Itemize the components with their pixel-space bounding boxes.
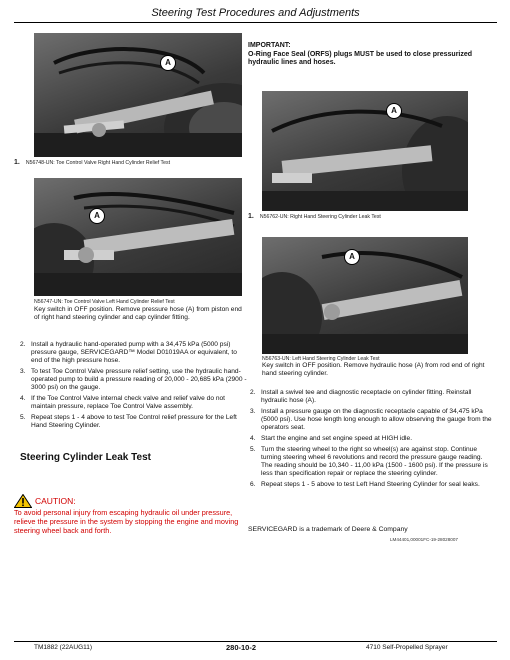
footer-left: TM1882 (22AUG11) <box>34 644 93 651</box>
right-steps-list <box>250 389 492 492</box>
important-text: O-Ring Face Seal (ORFS) plugs MUST be used to close pressurized hydraulic lines and hoses. <box>248 50 473 66</box>
figure-caption: N56763-UN: Left Hand Steering Cylinder Leak Test <box>262 356 380 362</box>
callout-a: A <box>344 249 360 265</box>
list-item: 2. Install a swivel tee and diagnostic receptacle on cylinder fitting. Reinstall hydraulic hose (A). <box>250 389 472 404</box>
list-item: 5. Turn the steering wheel to the right so wheel(s) are against stop. Continue turning steering wheel 6 revolutions and record the pressure gauge reading. The reading should be 10,340 - 11,00 kPa (1500 - 1600 psi). If the pressure is less than specification repair or replace the steering cylinder. <box>250 446 488 477</box>
list-item: 4. If the Toe Control Valve internal check valve and relief valve do not maintain pressure, replace Toe Control Valve assembly. <box>20 395 226 410</box>
caution-heading <box>14 494 76 508</box>
figure-caption: N56747-UN: Toe Control Valve Left Hand Cylinder Relief Test <box>34 299 175 305</box>
right-step1-text: Key switch in OFF position. Remove hydraulic hose (A) from rod end of right hand steering cylinder. <box>262 362 485 377</box>
footer-divider <box>14 641 497 642</box>
photo-illustration <box>34 178 242 296</box>
photo-rh-steering-leak-test <box>262 91 468 211</box>
list-item: 5. Repeat steps 1 - 4 above to test Toe Control relief pressure for the Left Hand Steering Cylinder. <box>20 414 237 429</box>
list-item: 2. Install a hydraulic hand-operated pump with a 34,475 kPa (5000 psi) pressure gauge, SERVICEGARD™ Model D01019AA or equivalent, to end of the high pressure hose. <box>20 341 237 364</box>
important-heading: IMPORTANT: <box>248 42 291 49</box>
page-header <box>14 4 497 23</box>
caution-label: CAUTION: <box>35 496 76 506</box>
important-note <box>248 42 488 68</box>
photo-lh-steering-leak-test <box>262 237 468 354</box>
left-steps-list <box>20 341 248 433</box>
page-header-title: Steering Test Procedures and Adjustments <box>151 7 360 19</box>
list-item: 6. Repeat steps 1 - 5 above to test Left Hand Steering Cylinder for seal leaks. <box>250 481 480 488</box>
callout-a: A <box>386 103 402 119</box>
photo-lh-cylinder-relief-test <box>34 178 242 296</box>
photo-rh-cylinder-relief-test <box>34 33 242 157</box>
trademark-note: SERVICEGARD is a trademark of Deere & Company <box>248 526 408 533</box>
photo-illustration <box>34 33 242 157</box>
photo-illustration <box>262 91 468 211</box>
doc-code: LM44401,00001FC-19-28028007 <box>390 537 458 542</box>
footer-right: 4710 Self-Propelled Sprayer <box>366 644 448 651</box>
section-title: Steering Cylinder Leak Test <box>20 452 151 463</box>
photo-illustration <box>262 237 468 354</box>
figure-caption: 1. N56748-UN: Toe Control Valve Right Hand Cylinder Relief Test <box>14 159 171 166</box>
warning-triangle-icon <box>14 494 32 508</box>
caution-text: To avoid personal injury from escaping hydraulic oil under pressure, relieve the pressure in the system by stopping the engine and moving steering wheel back and forth. <box>14 508 239 536</box>
footer-page-number: 280-10-2 <box>226 643 257 652</box>
callout-a: A <box>160 55 176 71</box>
left-step1-text: Key switch in OFF position. Remove pressure hose (A) from piston end of right hand steering cylinder and cap cylinder fitting. <box>34 306 242 321</box>
list-item: 4. Start the engine and set engine speed at HIGH idle. <box>250 435 413 442</box>
figure-caption: 1. N56762-UN: Right Hand Steering Cylinder Leak Test <box>248 213 381 220</box>
list-item: 3. To test Toe Control Valve pressure relief setting, use the hydraulic hand-operated pump to build a pressure reading of 20,000 - 20,685 kPa (2900 - 3000 psi) on the gauge. <box>20 368 247 391</box>
list-item: 3. Install a pressure gauge on the diagnostic receptacle capable of 34,475 kPa (5000 psi). Use hose length long enough to allow observing the gauge from the operators seat. <box>250 408 492 431</box>
callout-a: A <box>89 208 105 224</box>
